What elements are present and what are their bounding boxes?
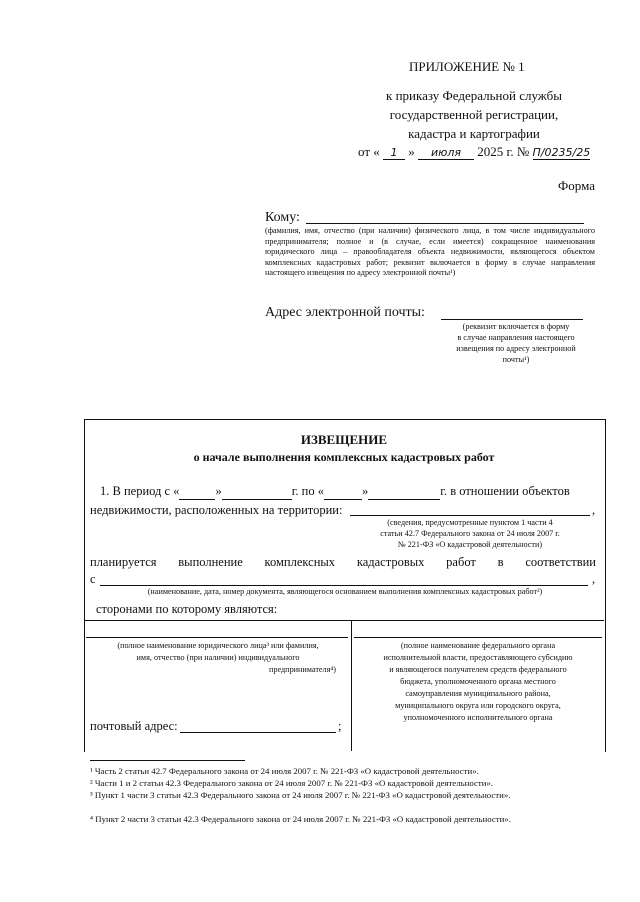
email-note-l2: в случае направления настоящего: [457, 333, 575, 342]
planned-line: [90, 555, 596, 570]
postal-label: почтовый адрес:: [90, 719, 178, 733]
date-prefix: от «: [358, 144, 380, 159]
order-number: П/0235/25: [532, 146, 591, 159]
period-to-open: г. по «: [291, 484, 324, 498]
date-mid: »: [408, 144, 415, 159]
footnote-4: ⁴ Пункт 2 части 3 статьи 42.3 Федерального закона от 24 июля 2007 г. № 221-ФЗ «О кадастровой деятельности».: [90, 814, 511, 824]
planned-word: соответствии: [525, 555, 596, 569]
to-label: Кому:: [265, 210, 300, 225]
footnote-separator: [90, 760, 245, 761]
right-cell-l3: и являющегося получателем средств федерального: [389, 665, 567, 674]
form-label: Форма: [558, 178, 595, 193]
to-note: (фамилия, имя, отчество (при наличии) физического лица, в том числе индивидуального предпринимателя; полное и (в случае, если имеется) сокращенное наименования юридического лица – правообладателя объекта недвижимости, являющегося объектом комплексных кадастровых работ; реквизит включается в форму в случае направления настоящего извещения по адресу электронной почты¹): [265, 226, 595, 277]
planned-word: в: [497, 555, 504, 569]
territory-comma: ,: [592, 503, 596, 517]
planned-word: планируется: [90, 555, 157, 569]
period-objects: г. в отношении объектов: [440, 484, 570, 498]
email-note-l4: почты¹): [502, 355, 530, 364]
footnote-2: ² Части 1 и 2 статьи 42.3 Федерального закона от 24 июля 2007 г. № 221-ФЗ «О кадастровой деятельности».: [90, 778, 493, 788]
notice-title: ИЗВЕЩЕНИЕ: [300, 432, 388, 447]
territory-note-l1: (сведения, предусмотренные пунктом 1 части 4: [387, 518, 553, 527]
from-day-field[interactable]: [179, 484, 215, 500]
order-date-line: [358, 144, 608, 162]
basis-c: с: [90, 572, 96, 586]
email-field[interactable]: [441, 319, 583, 320]
to-field[interactable]: [306, 223, 584, 224]
left-cell-l1: (полное наименование юридического лица³ или фамилия,: [117, 641, 319, 650]
notice-subtitle: о начале выполнения комплексных кадастровых работ: [193, 450, 495, 464]
date-day: 1: [383, 146, 405, 160]
basis-comma: ,: [592, 572, 596, 586]
planned-word: комплексных: [264, 555, 336, 569]
email-note-l3: извещения по адресу электронной: [456, 344, 576, 353]
planned-word: работ: [446, 555, 476, 569]
right-cell-l5: самоуправления муниципального района,: [405, 689, 551, 698]
left-cell-l2: имя, отчество (при наличии) индивидуального: [136, 653, 300, 662]
territory-note-l3: № 221-ФЗ «О кадастровой деятельности): [397, 540, 543, 549]
footnote-1: ¹ Часть 2 статьи 42.7 Федерального закона от 24 июля 2007 г. № 221-ФЗ «О кадастровой деятельности».: [90, 766, 479, 776]
table-top-line: [84, 620, 604, 621]
right-cell-l7: уполномоченного исполнительного органа: [403, 713, 553, 722]
left-name-field[interactable]: [86, 637, 348, 638]
to-month-field[interactable]: [368, 484, 440, 500]
date-month: июля: [418, 146, 474, 160]
parties-label: сторонами по которому являются:: [96, 602, 278, 616]
from-month-field[interactable]: [222, 484, 292, 500]
right-name-field[interactable]: [354, 637, 602, 638]
to-day-field[interactable]: [324, 484, 362, 500]
basis-note: (наименование, дата, номер документа, являющегося основанием выполнения комплексных кадастровых работ²): [147, 587, 543, 596]
period-to-close: »: [361, 484, 369, 498]
planned-word: кадастровых: [356, 555, 425, 569]
appendix-title: ПРИЛОЖЕНИЕ № 1: [409, 59, 525, 74]
right-cell-l1: (полное наименование федерального органа: [400, 641, 556, 650]
order-ref-line1: к приказу Федеральной службы: [386, 88, 562, 103]
right-cell-l2: исполнительной власти, предоставляющего субсидию: [383, 653, 573, 662]
territory-field[interactable]: [350, 515, 590, 516]
planned-word: выполнение: [178, 555, 243, 569]
basis-field[interactable]: [100, 585, 588, 586]
date-year: 2025 г. №: [477, 144, 530, 159]
email-note-l1: (реквизит включается в форму: [462, 322, 570, 331]
email-label: Адрес электронной почты:: [265, 305, 425, 320]
order-ref-line3: кадастра и картографии: [408, 126, 540, 141]
order-ref-line2: государственной регистрации,: [389, 107, 559, 122]
period-line: [100, 484, 600, 500]
period-from-open: 1. В период с «: [100, 484, 180, 498]
territory-label: недвижимости, расположенных на территории:: [90, 503, 343, 517]
right-cell-l4: бюджета, уполномоченного органа местного: [400, 677, 556, 686]
table-divider: [351, 620, 352, 751]
footnote-3: ³ Пункт 1 части 3 статьи 42.3 Федерального закона от 24 июля 2007 г. № 221-ФЗ «О кадастровой деятельности».: [90, 790, 511, 800]
period-from-close: »: [215, 484, 222, 498]
territory-note-l2: статьи 42.7 Федерального закона от 24 июля 2007 г.: [380, 529, 560, 538]
postal-field[interactable]: [180, 732, 336, 733]
left-cell-l3: предпринимателя⁴): [269, 665, 336, 674]
right-cell-l6: муниципального округа или городского округа,: [395, 701, 561, 710]
postal-semicolon: ;: [338, 719, 342, 733]
